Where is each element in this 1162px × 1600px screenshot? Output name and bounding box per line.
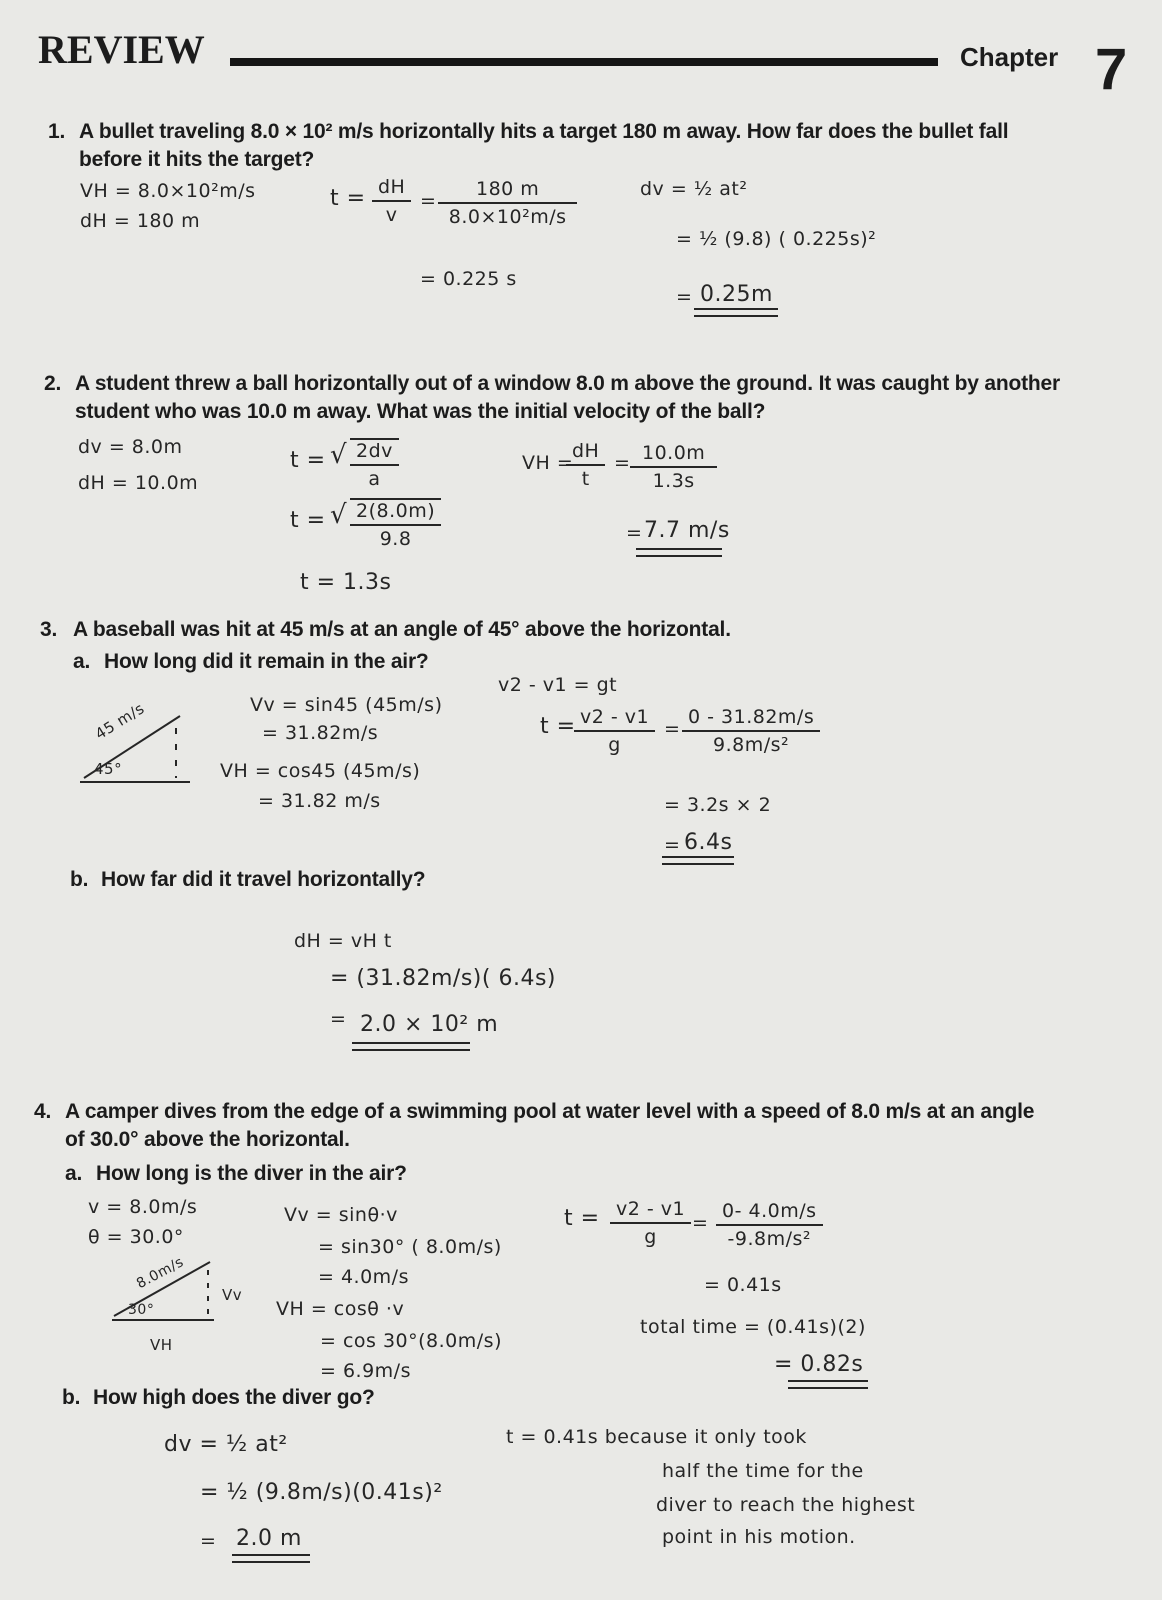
q4-b-label: b. (62, 1386, 81, 1409)
q3-vh1: VH = cos45 (45m/s) (220, 760, 421, 782)
q3-tri-angle-label: 45° (94, 760, 123, 778)
q1-number: 1. (48, 120, 66, 143)
page-title: REVIEW (38, 27, 205, 72)
q3-b-label: b. (70, 868, 89, 891)
q2-answer-underline (636, 548, 722, 557)
q4-t-den2: -9.8m/s² (727, 1228, 811, 1250)
q2-t2-den: 9.8 (379, 528, 412, 550)
q1-t-fraction (372, 176, 411, 226)
q1-t-fraction2 (438, 178, 577, 228)
q4-tri-vv-label: Vv (222, 1286, 243, 1304)
q3-dh1: dH = vH t (294, 930, 392, 952)
q2-vh-eq: = (614, 452, 631, 474)
q1-t-num2: 180 m (438, 178, 577, 204)
q2-vh-den: t (581, 468, 590, 490)
q3-t-step: = 3.2s × 2 (664, 794, 772, 816)
q1-t-lhs: t = (330, 186, 366, 211)
q3-dh-result: 2.0 × 10² m (360, 1012, 499, 1037)
q4-text-line2: of 30.0° above the horizontal. (65, 1128, 350, 1151)
q4-dv2: = ½ (9.8m/s)(0.41s)² (200, 1480, 443, 1505)
q4-given-theta: θ = 30.0° (88, 1226, 184, 1248)
q3-a-text: How long did it remain in the air? (104, 650, 429, 673)
q4-b-answer-underline (232, 1554, 310, 1563)
q2-vh-num2: 10.0m (630, 442, 717, 468)
q4-note-line2: half the time for the (662, 1460, 864, 1482)
q4-a-answer-underline (788, 1380, 868, 1389)
q1-dv-substitution: = ½ (9.8) ( 0.225s)² (676, 228, 877, 250)
q1-t-num: dH (372, 176, 411, 202)
q4-given-v: v = 8.0m/s (88, 1196, 198, 1218)
q3-text-line1: A baseball was hit at 45 m/s at an angle of 45° above the horizontal. (73, 618, 731, 641)
q4-dv1: dv = ½ at² (164, 1432, 288, 1457)
q1-given-dh: dH = 180 m (80, 210, 201, 232)
q4-note-line1: t = 0.41s because it only took (506, 1426, 807, 1448)
q2-given-dh: dH = 10.0m (78, 472, 199, 494)
q4-a-text: How long is the diver in the air? (96, 1162, 407, 1185)
q2-vh-num: dH (566, 440, 605, 466)
q4-note-line4: point in his motion. (662, 1526, 856, 1548)
q2-vh-lhs: VH = (522, 452, 574, 474)
chapter-number: 7 (1095, 37, 1128, 102)
q3-b-text: How far did it travel horizontally? (101, 868, 426, 891)
q4-total-result: = 0.82s (774, 1352, 864, 1377)
q4-total-time: total time = (0.41s)(2) (640, 1316, 866, 1338)
q4-tri-hypotenuse-label: 8.0m/s (134, 1254, 187, 1293)
q2-t1-num: 2dv (350, 438, 399, 466)
q2-vh-result-eq: = (626, 522, 643, 544)
q4-b-text: How high does the diver go? (93, 1386, 375, 1409)
q2-given-dv: dv = 8.0m (78, 436, 183, 458)
q1-dv-result-eq: = (676, 286, 693, 308)
q1-dv-formula: dv = ½ at² (640, 178, 748, 200)
q4-t-fraction2 (716, 1200, 823, 1250)
q4-a-label: a. (65, 1162, 83, 1185)
header-rule (230, 58, 938, 66)
q1-t-den2: 8.0×10²m/s (448, 206, 567, 228)
q2-t1-lhs: t = (290, 448, 326, 473)
q2-t3: t = 1.3s (300, 570, 392, 595)
q3-t-den2: 9.8m/s² (713, 734, 790, 756)
q4-t-fraction (610, 1198, 691, 1248)
q4-dv-result-eq: = (200, 1530, 217, 1552)
q4-vv2: = sin30° ( 8.0m/s) (318, 1236, 502, 1258)
q2-t2-num: 2(8.0m) (350, 498, 441, 526)
q1-text-line2: before it hits the target? (79, 148, 315, 171)
q3-b-answer-underline (352, 1042, 470, 1051)
q4-vv3: = 4.0m/s (318, 1266, 409, 1288)
q3-number: 3. (40, 618, 58, 641)
q2-text-line1: A student threw a ball horizontally out of a window 8.0 m above the ground. It was caught by another (75, 372, 1060, 395)
q1-answer-underline (694, 308, 778, 317)
q3-t-lhs: t = (540, 714, 576, 739)
q4-tri-vh-label: VH (150, 1336, 173, 1354)
q4-text-line1: A camper dives from the edge of a swimming pool at water level with a speed of 8.0 m/s at an angle (65, 1100, 1035, 1123)
q3-a-label: a. (73, 650, 91, 673)
q4-t-lhs: t = (564, 1206, 600, 1231)
q3-tri-hypotenuse-label: 45 m/s (92, 699, 148, 744)
q4-t-eq: = (692, 1212, 709, 1234)
q2-vh-fraction2 (630, 442, 717, 492)
q2-number: 2. (44, 372, 62, 395)
q1-given-vh: VH = 8.0×10²m/s (80, 180, 256, 202)
q4-tri-angle-label: 30° (128, 1302, 155, 1318)
chapter-label: Chapter (960, 42, 1059, 72)
q1-t-result: = 0.225 s (420, 268, 517, 290)
q4-vh2: = cos 30°(8.0m/s) (320, 1330, 502, 1352)
q1-dv-result: 0.25m (700, 282, 773, 307)
q1-text-line1: A bullet traveling 8.0 × 10² m/s horizontally hits a target 180 m away. How far does the bullet fall (79, 120, 1009, 143)
q4-t-num2: 0- 4.0m/s (716, 1200, 823, 1226)
q4-t-den: g (644, 1226, 657, 1248)
q3-t-num: v2 - v1 (574, 706, 655, 732)
q4-t-num: v2 - v1 (610, 1198, 691, 1224)
q2-t2-fraction (350, 498, 441, 550)
q2-vh-result: 7.7 m/s (644, 518, 730, 543)
q3-t-fraction (574, 706, 655, 756)
q2-sqrt1: √ (330, 440, 348, 470)
q3-vv1: Vv = sin45 (45m/s) (250, 694, 443, 716)
q1-t-den: v (385, 204, 398, 226)
q3-t-eq: = (664, 718, 681, 740)
q2-vh-den2: 1.3s (652, 470, 695, 492)
q2-text-line2: student who was 10.0 m away. What was the initial velocity of the ball? (75, 400, 766, 423)
q3-t-num2: 0 - 31.82m/s (682, 706, 820, 732)
q2-vh-fraction (566, 440, 605, 490)
q3-t-fraction2 (682, 706, 820, 756)
q4-note-line3: diver to reach the highest (656, 1494, 916, 1516)
q2-t1-den: a (368, 468, 381, 490)
q3-t-result: 6.4s (684, 830, 733, 855)
q4-vv1: Vv = sinθ·v (284, 1204, 398, 1226)
q4-vh3: = 6.9m/s (320, 1360, 411, 1382)
q3-t-result-eq: = (664, 834, 681, 856)
q3-a-answer-underline (662, 856, 734, 865)
q3-vh2: = 31.82 m/s (258, 790, 381, 812)
q3-t-den: g (608, 734, 621, 756)
q4-number: 4. (34, 1100, 52, 1123)
q3-dh-result-eq: = (330, 1008, 347, 1030)
q4-t-result: = 0.41s (704, 1274, 782, 1296)
q3-vv2: = 31.82m/s (262, 722, 379, 744)
q4-vh1: VH = cosθ ·v (276, 1298, 405, 1320)
q2-sqrt2: √ (330, 500, 348, 530)
q3-dh2: = (31.82m/s)( 6.4s) (330, 966, 556, 991)
q2-t2-lhs: t = (290, 508, 326, 533)
q4-dv-result: 2.0 m (236, 1526, 302, 1551)
q2-t1-fraction (350, 438, 399, 490)
q3-kinematics: v2 - v1 = gt (498, 674, 618, 696)
q1-t-eq: = (420, 190, 437, 212)
